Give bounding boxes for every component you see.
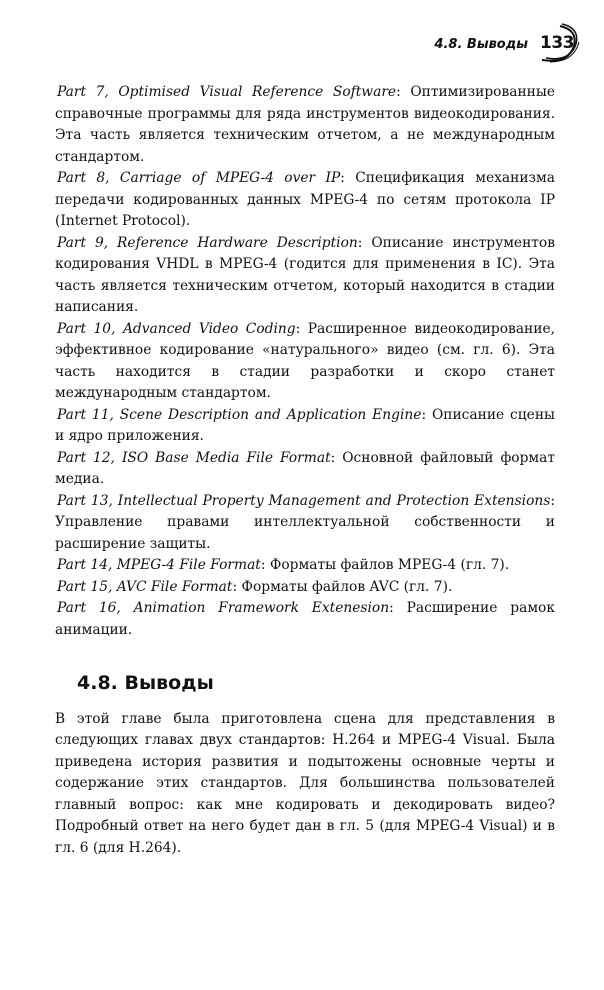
part-description: : Расширение рамок анимации. [55, 600, 555, 638]
page-number: 133 [540, 33, 574, 53]
part-description: : Форматы файлов AVC (гл. 7). [232, 578, 453, 595]
part-title: Part 7, Optimised Visual Reference Software [57, 84, 397, 100]
part-description: : Расширенное видеокодирование, эффективное кодирование «натурального» видео (см. гл. 6). Эта часть находится в стадии разработки и скоро станет международным стандартом. [55, 320, 555, 401]
part-title: Part 8, Carriage of MPEG-4 over IP [57, 170, 341, 186]
part-entry [55, 448, 555, 491]
part-description: : Описание сцены и ядро приложения. [55, 406, 556, 444]
part-title: Part 13, Intellectual Property Management and Protection Extensions [57, 492, 551, 509]
part-title: Part 12, ISO Base Media File Format [57, 449, 331, 466]
part-entry [55, 555, 555, 577]
part-title: Part 10, Advanced Video Coding [57, 320, 296, 337]
part-title: Part 14, MPEG-4 File Format [57, 557, 261, 573]
part-title: Part 11, Scene Description and Application Engine [57, 406, 422, 423]
part-entry [55, 598, 555, 641]
part-entry [55, 491, 555, 556]
part-entry [55, 577, 555, 599]
part-title: Part 16, Animation Framework Extenesion [57, 600, 390, 616]
page-number-badge [538, 22, 582, 66]
section-heading: 4.8. Выводы [77, 672, 214, 694]
page-header [434, 22, 582, 66]
part-description: : Основной файловый формат медиа. [55, 449, 555, 487]
part-description: : Управление правами интеллектуальной собственности и расширение защиты. [55, 492, 555, 552]
part-entry [55, 405, 555, 448]
part-description: : Форматы файлов MPEG-4 (гл. 7). [260, 557, 510, 573]
part-entry [55, 319, 555, 405]
section-paragraph: В этой главе была приготовлена сцена для представления в следующих главах двух стандартов: H.264 и MPEG-4 Visual. Была приведена история развития и подытожены основные черты и содержание этих стандартов. Для большинства пользователей главный вопрос: как мне кодировать и декодировать видео? Подробный ответ на него будет дан в гл. 5 (для MPEG-4 Visual) и в гл. 6 (для H.264). [55, 710, 555, 856]
page-body [55, 82, 555, 859]
part-title: Part 15, AVC File Format [57, 578, 233, 595]
part-entry [55, 233, 555, 319]
part-description: : Оптимизированные справочные программы для ряда инструментов видеокодирования. Эта часть является техническим отчетом, а не международным стандартом. [55, 84, 555, 165]
part-entry [55, 168, 555, 233]
part-description: : Описание инструментов кодирования VHDL в MPEG-4 (годится для применения в IC). Эта часть является техническим отчетом, который находится в стадии написания. [55, 234, 555, 315]
running-title: 4.8. Выводы [434, 36, 528, 52]
part-title: Part 9, Reference Hardware Description [57, 234, 358, 251]
part-description: : Спецификация механизма передачи кодированных данных MPEG-4 по сетям протокола IP (Internet Protocol). [55, 170, 555, 229]
part-entry [55, 82, 555, 168]
